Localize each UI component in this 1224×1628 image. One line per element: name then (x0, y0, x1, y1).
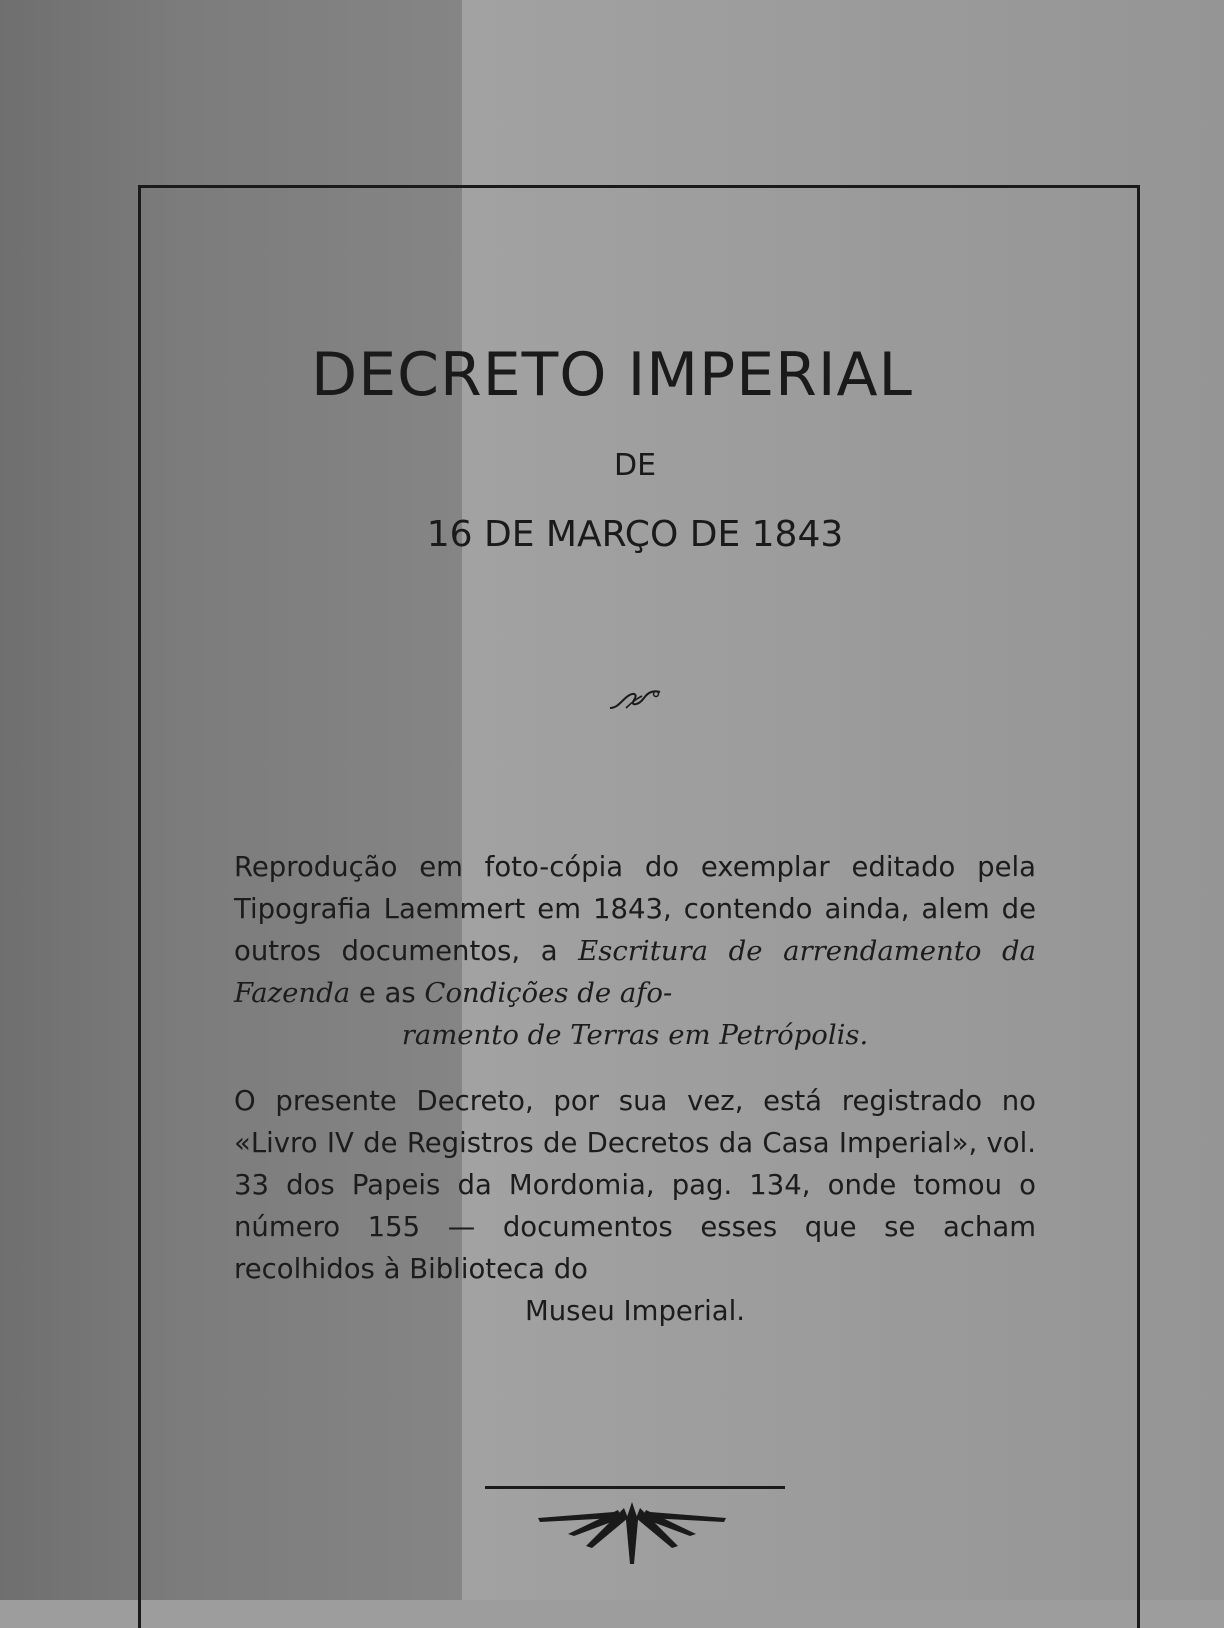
registry-note-paragraph (234, 1080, 1036, 1332)
paragraph1-last-line (234, 1014, 1036, 1056)
paragraph1-text-c: . (859, 1019, 869, 1051)
decree-date: 16 DE MARÇO DE 1843 (426, 514, 844, 555)
reproduction-note-paragraph (234, 846, 1036, 1056)
flourish-icon (608, 686, 662, 712)
paragraph1-text-a: Reprodução em foto-cópia do exemplar editado pela Tipografia Laemmert em 1843, contendo ainda, alem de outros documentos, a (234, 851, 1036, 967)
paragraph1-italic-b: Condições de afo- (424, 977, 673, 1009)
bottom-divider-rule (485, 1486, 785, 1489)
title-connector: DE (613, 448, 657, 483)
paragraph2-text: O presente Decreto, por sua vez, está registrado no «Livro IV de Registros de Decretos da Casa Imperial», vol. 33 dos Papeis da Mordomia, pag. 134, onde tomou o número 155 — documentos esses que se acham recolhidos à Biblioteca do (234, 1085, 1036, 1285)
document-title: DECRETO IMPERIAL (311, 340, 913, 410)
paragraph1-italic-c: ramento de Terras em Petrópolis (401, 1019, 860, 1051)
paragraph1-italic-a: Escritura de arrendamento da Fazenda (234, 935, 1036, 1009)
paragraph1-text-b: e as (350, 977, 425, 1009)
arrow-fan-ornament-icon (534, 1500, 730, 1566)
paragraph2-last-line: Museu Imperial. (524, 1295, 746, 1327)
